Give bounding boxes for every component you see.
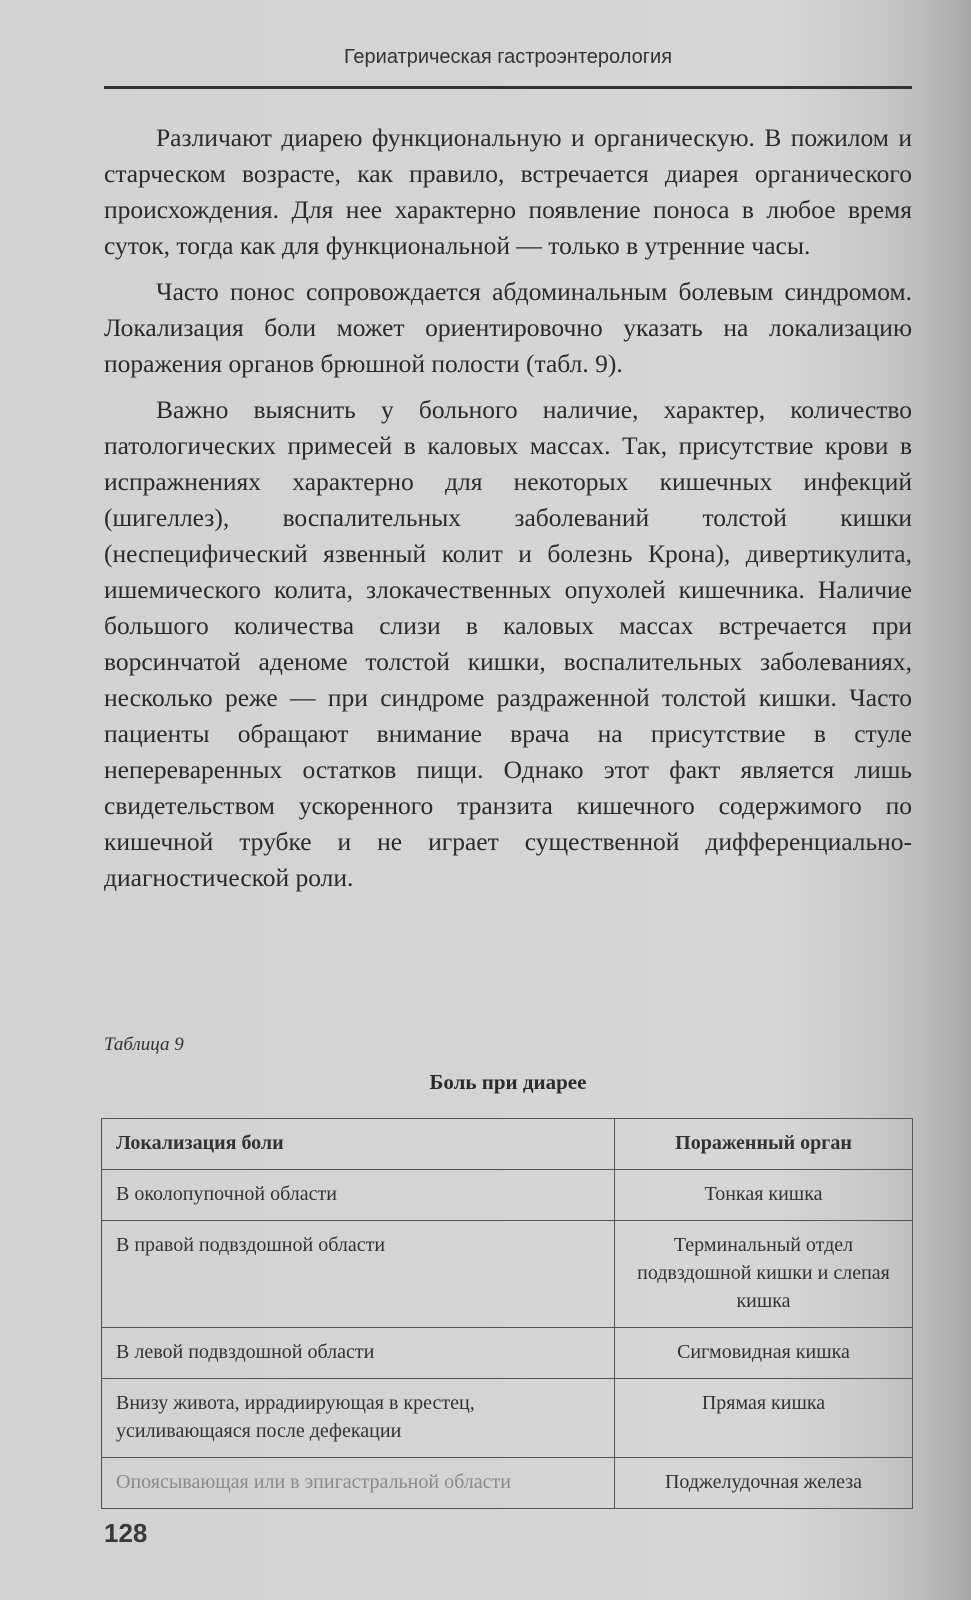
table-row [102, 1221, 913, 1328]
paragraph: Важно выяснить у больного наличие, характер, количество патологических примесей в каловых массах. Так, присутствие крови в испражнениях характерно для некоторых кишечных инфекций (шигеллез), воспалительных заболеваний толстой кишки (неспецифический язвенный колит и болезнь Крона), дивертикулита, ишемического колита, злокачественных опухолей кишечника. Наличие большого количества слизи в каловых массах встречается при ворсинчатой аденоме толстой кишки, воспалительных заболеваниях, несколько реже — при синдроме раздраженной толстой кишки. Часто пациенты обращают внимание врача на присутствие в стуле непереваренных остатков пищи. Однако этот факт является лишь свидетельством ускоренного транзита кишечного содержимого по кишечной трубке и не играет существенной дифференциально-диагностической роли. [104, 395, 912, 892]
table-row [102, 1170, 913, 1221]
table-cell: В правой подвздошной области [102, 1221, 615, 1328]
table-header-cell: Пораженный орган [615, 1119, 913, 1170]
table-cell: Терминальный отдел подвздошной кишки и слепая кишка [615, 1221, 913, 1328]
table-header-cell: Локализация боли [102, 1119, 615, 1170]
page-number: 128 [104, 1518, 148, 1548]
table-title: Боль при диарее [429, 1070, 587, 1094]
paragraph: Часто понос сопровождается абдоминальным болевым синдромом. Локализация боли может ориентировочно указать на локализацию поражения органов брюшной полости (табл. 9). [104, 277, 912, 378]
table-cell: Прямая кишка [615, 1379, 913, 1458]
running-head: Гериатрическая гастроэнтерология [343, 46, 673, 68]
table-row [102, 1458, 913, 1509]
table-row [102, 1328, 913, 1379]
pain-table [101, 1118, 913, 1509]
table-cell: Поджелудочная железа [615, 1458, 913, 1509]
body-text [104, 120, 912, 906]
table-cell: В левой подвздошной области [102, 1328, 615, 1379]
table-cell: Опоясывающая или в эпигастральной области [102, 1458, 615, 1509]
table-cell: Сигмовидная кишка [615, 1328, 913, 1379]
table-cell: Тонкая кишка [615, 1170, 913, 1221]
header-rule [104, 86, 912, 89]
table-cell: В околопупочной области [102, 1170, 615, 1221]
table-row [102, 1379, 913, 1458]
table-label: Таблица 9 [104, 1034, 184, 1055]
table-header-row [102, 1119, 913, 1170]
table-cell: Внизу живота, иррадиирующая в крестец, усиливающаяся после дефекации [102, 1379, 615, 1458]
paragraph: Различают диарею функциональную и органическую. В пожилом и старческом возрасте, как правило, встречается диарея органического происхождения. Для нее характерно появление поноса в любое время суток, тогда как для функциональной — только в утренние часы. [104, 123, 912, 260]
